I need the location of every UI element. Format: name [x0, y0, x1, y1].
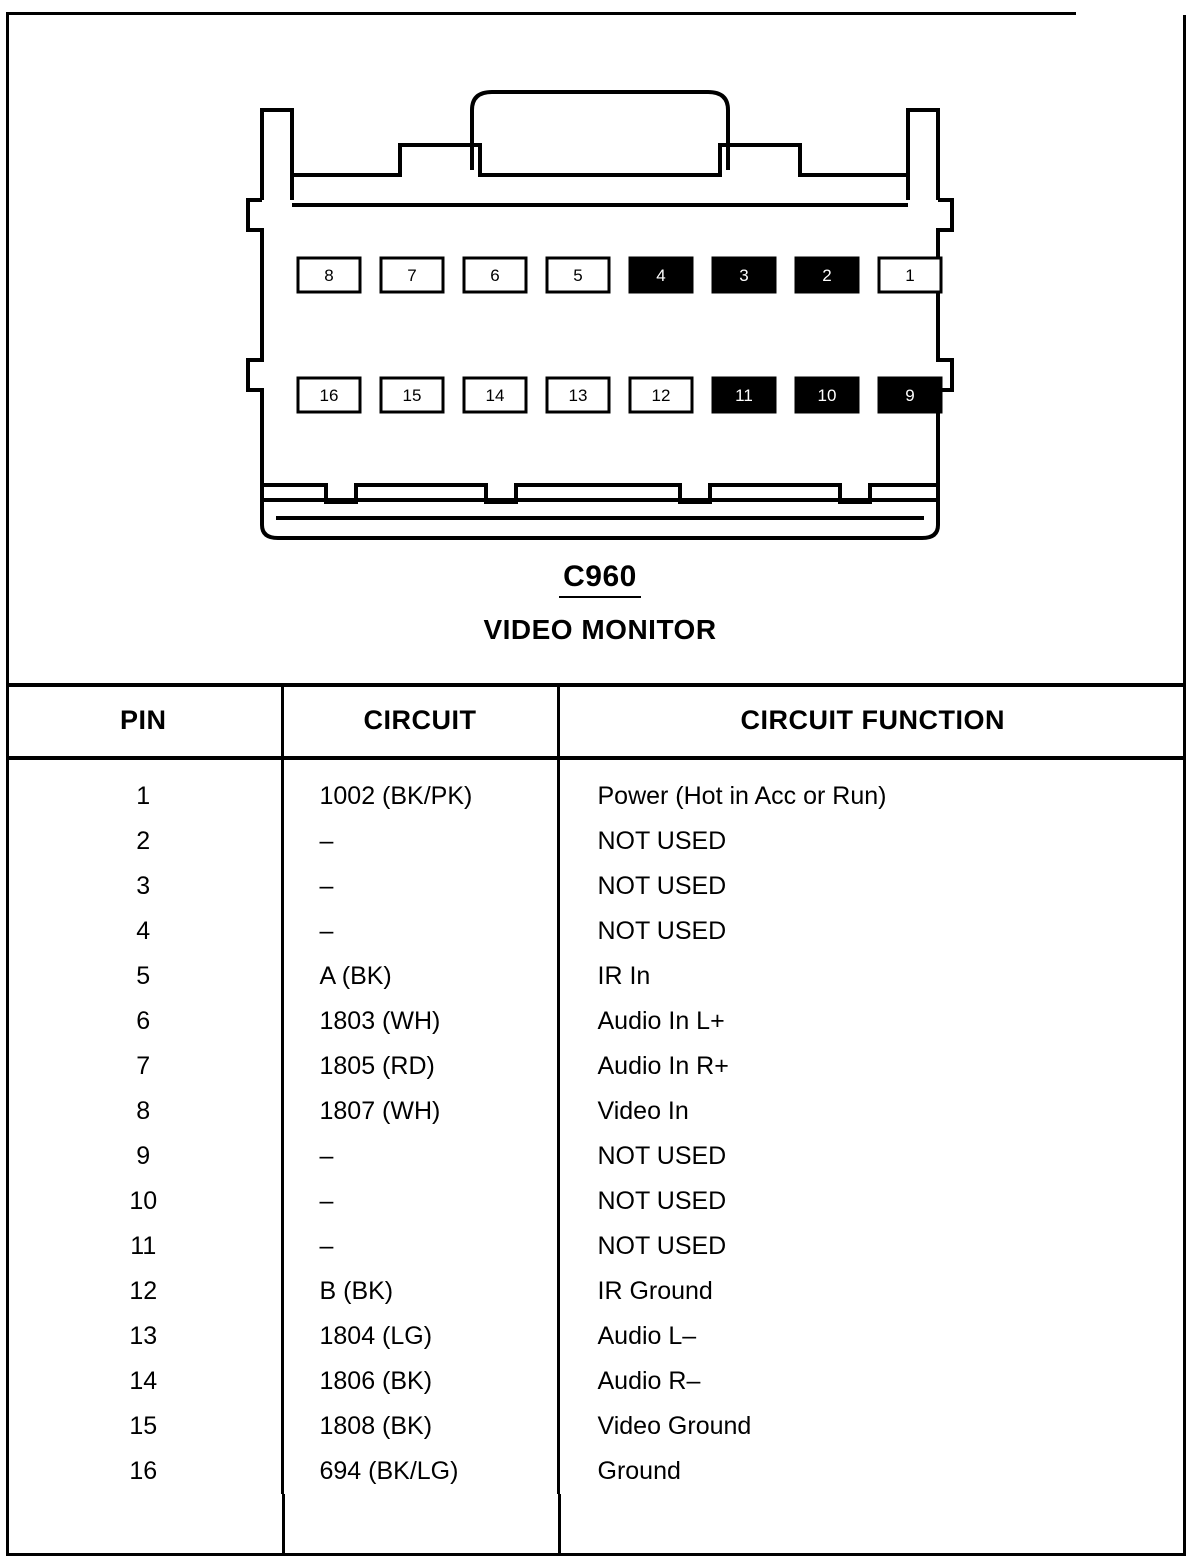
- table-row: [6, 1224, 1186, 1269]
- cell-circuit: 1805 (RD): [282, 1044, 558, 1089]
- cell-circuit: –: [282, 1224, 558, 1269]
- pin-number-13: 13: [568, 386, 588, 405]
- cell-circuit: –: [282, 864, 558, 909]
- table-row: [6, 1269, 1186, 1314]
- cell-circuit: A (BK): [282, 954, 558, 999]
- table-row: [6, 1359, 1186, 1404]
- table-row: [6, 1404, 1186, 1449]
- cell-circuit-function: Audio In L+: [597, 1007, 725, 1035]
- connector-code: C960: [559, 560, 641, 598]
- cell-circuit-function: NOT USED: [597, 1232, 727, 1260]
- cell-circuit-function: Power (Hot in Acc or Run): [597, 782, 887, 810]
- cell-pin: 9: [6, 1134, 282, 1179]
- cell-circuit: –: [282, 909, 558, 954]
- pin-number-6: 6: [490, 266, 500, 285]
- cell-pin: 5: [6, 954, 282, 999]
- table-column-rule-1: [282, 1494, 285, 1553]
- cell-circuit: 1002 (BK/PK): [282, 758, 558, 819]
- table-row: [6, 909, 1186, 954]
- cell-pin: 6: [6, 999, 282, 1044]
- table-row: [6, 1134, 1186, 1179]
- table-row: [6, 819, 1186, 864]
- cell-circuit-function: Video In: [597, 1097, 689, 1125]
- pin-number-9: 9: [905, 386, 915, 405]
- cell-circuit: –: [282, 1134, 558, 1179]
- cell-circuit-function: Audio In R+: [597, 1052, 729, 1080]
- cell-circuit: B (BK): [282, 1269, 558, 1314]
- cell-circuit: –: [282, 1179, 558, 1224]
- table-row: [6, 1179, 1186, 1224]
- cell-pin: 4: [6, 909, 282, 954]
- cell-pin: 13: [6, 1314, 282, 1359]
- pin-number-5: 5: [573, 266, 583, 285]
- pin-number-15: 15: [402, 386, 422, 405]
- cell-pin: 10: [6, 1179, 282, 1224]
- cell-circuit: 694 (BK/LG): [282, 1449, 558, 1494]
- cell-pin: 16: [6, 1449, 282, 1494]
- table-column-rule-2: [558, 1494, 561, 1553]
- pin-number-7: 7: [407, 266, 417, 285]
- table-row: [6, 954, 1186, 999]
- connector-caption: [0, 560, 1200, 646]
- cell-pin: 7: [6, 1044, 282, 1089]
- cell-pin: 11: [6, 1224, 282, 1269]
- cell-circuit: 1807 (WH): [282, 1089, 558, 1134]
- cell-circuit: –: [282, 819, 558, 864]
- pin-number-4: 4: [656, 266, 666, 285]
- pin-number-16: 16: [319, 386, 339, 405]
- cell-pin: 1: [6, 758, 282, 819]
- cell-circuit-function: NOT USED: [597, 872, 727, 900]
- cell-pin: 14: [6, 1359, 282, 1404]
- table-row: [6, 1314, 1186, 1359]
- cell-circuit-function: NOT USED: [597, 1142, 727, 1170]
- cell-circuit-function: NOT USED: [597, 827, 727, 855]
- pin-number-12: 12: [651, 386, 671, 405]
- table-row: [6, 1449, 1186, 1494]
- cell-circuit-function: Audio R–: [597, 1367, 701, 1395]
- connector-diagram: [240, 70, 960, 540]
- cell-circuit: 1808 (BK): [282, 1404, 558, 1449]
- cell-pin: 15: [6, 1404, 282, 1449]
- cell-circuit-function: NOT USED: [597, 1187, 727, 1215]
- pin-number-3: 3: [739, 266, 749, 285]
- cell-circuit-function: Ground: [597, 1457, 681, 1485]
- cell-circuit: 1803 (WH): [282, 999, 558, 1044]
- table-row: [6, 758, 1186, 819]
- table-row: [6, 1044, 1186, 1089]
- cell-circuit: 1804 (LG): [282, 1314, 558, 1359]
- table-header-row: [6, 685, 1186, 758]
- cell-circuit-function: Audio L–: [597, 1322, 697, 1350]
- pin-number-1: 1: [905, 266, 915, 285]
- cell-circuit-function: IR In: [597, 962, 651, 990]
- cell-pin: 2: [6, 819, 282, 864]
- pin-number-10: 10: [817, 386, 837, 405]
- pin-number-11: 11: [735, 386, 753, 405]
- pin-table: [6, 683, 1186, 1494]
- header-circuit: CIRCUIT: [282, 685, 558, 758]
- cell-circuit-function: NOT USED: [597, 917, 727, 945]
- pin-number-2: 2: [822, 266, 832, 285]
- cell-circuit-function: IR Ground: [597, 1277, 713, 1305]
- table-row: [6, 999, 1186, 1044]
- cell-pin: 8: [6, 1089, 282, 1134]
- header-circuit-function: CIRCUIT FUNCTION: [558, 685, 1186, 758]
- connector-title: VIDEO MONITOR: [483, 614, 717, 645]
- cell-circuit-function: Video Ground: [597, 1412, 752, 1440]
- cell-pin: 12: [6, 1269, 282, 1314]
- cell-circuit: 1806 (BK): [282, 1359, 558, 1404]
- table-row: [6, 1089, 1186, 1134]
- table-row: [6, 864, 1186, 909]
- frame-corner-notch: [1076, 12, 1186, 15]
- header-pin: PIN: [6, 685, 282, 758]
- pin-number-14: 14: [485, 386, 505, 405]
- cell-pin: 3: [6, 864, 282, 909]
- pin-number-8: 8: [324, 266, 334, 285]
